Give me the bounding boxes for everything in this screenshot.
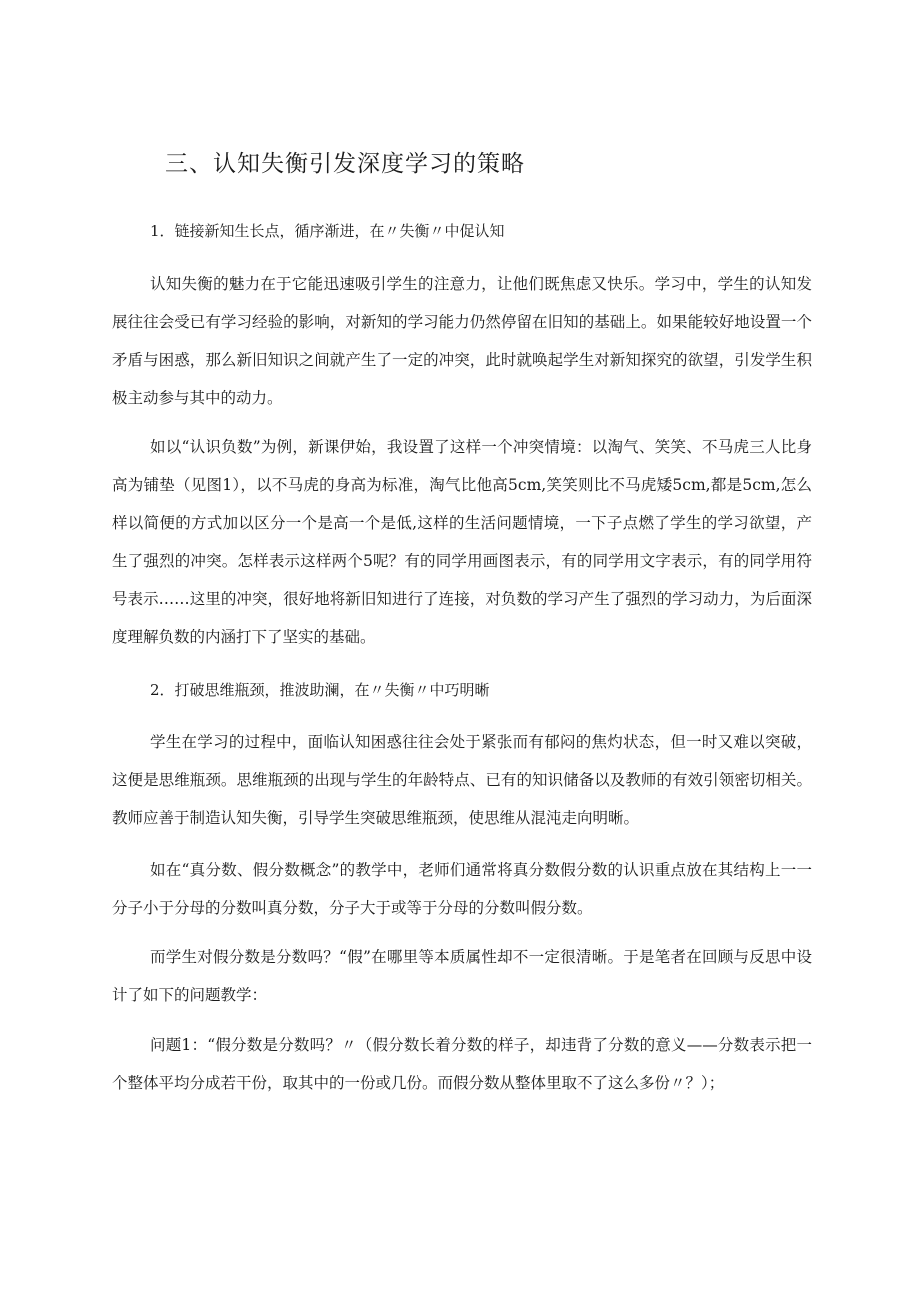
paragraph-5: 而学生对假分数是分数吗？“假”在哪里等本质属性却不一定很清晰。于是笔者在回顾与反思中设计了如下的问题教学： bbox=[112, 948, 812, 1004]
section-title: 三、认知失衡引发深度学习的策略 bbox=[165, 151, 525, 177]
paragraph-2: 如以“认识负数”为例，新课伊始，我设置了这样一个冲突情境：以淘气、笑笑、不马虎三人比身高为铺垫（见图1），以不马虎的身高为标准，淘气比他高5cm,笑笑则比不马虎矮5cm,都是5cm,怎么样以简便的方式加以区分一个是高一个是低,这样的生活问题情境，一下子点燃了学生的学习欲望，产生了强烈的冲突。怎样表示这样两个5呢？有的同学用画图表示，有的同学用文字表示，有的同学用符号表示……这里的冲突，很好地将新旧知进行了连接，对负数的学习产生了强烈的学习动力，为后面深度理解负数的内涵打下了坚实的基础。 bbox=[112, 438, 812, 646]
subsection-heading-2: 2．打破思维瓶颈，推波助澜，在〃失衡〃中巧明晰 bbox=[150, 681, 490, 699]
paragraph-1: 认知失衡的魅力在于它能迅速吸引学生的注意力，让他们既焦虑又快乐。学习中，学生的认知发展往往会受已有学习经验的影响，对新知的学习能力仍然停留在旧知的基础上。如果能较好地设置一个矛盾与困惑，那么新旧知识之间就产生了一定的冲突，此时就唤起学生对新知探究的欲望，引发学生积极主动参与其中的动力。 bbox=[112, 275, 812, 407]
paragraph-4: 如在“真分数、假分数概念”的教学中，老师们通常将真分数假分数的认识重点放在其结构上一一分子小于分母的分数叫真分数，分子大于或等于分母的分数叫假分数。 bbox=[112, 861, 812, 917]
paragraph-3: 学生在学习的过程中，面临认知困惑往往会处于紧张而有郁闷的焦灼状态，但一时又难以突破，这便是思维瓶颈。思维瓶颈的出现与学生的年龄特点、已有的知识储备以及教师的有效引领密切相关。教师应善于制造认知失衡，引导学生突破思维瓶颈，使思维从混沌走向明晰。 bbox=[112, 733, 812, 827]
subsection-heading-1: 1．链接新知生长点，循序渐进，在〃失衡〃中促认知 bbox=[150, 222, 505, 240]
paragraph-6: 问题1：“假分数是分数吗？〃（假分数长着分数的样子，却违背了分数的意义——分数表示把一个整体平均分成若干份，取其中的一份或几份。而假分数从整体里取不了这么多份〃？）； bbox=[112, 1036, 812, 1092]
